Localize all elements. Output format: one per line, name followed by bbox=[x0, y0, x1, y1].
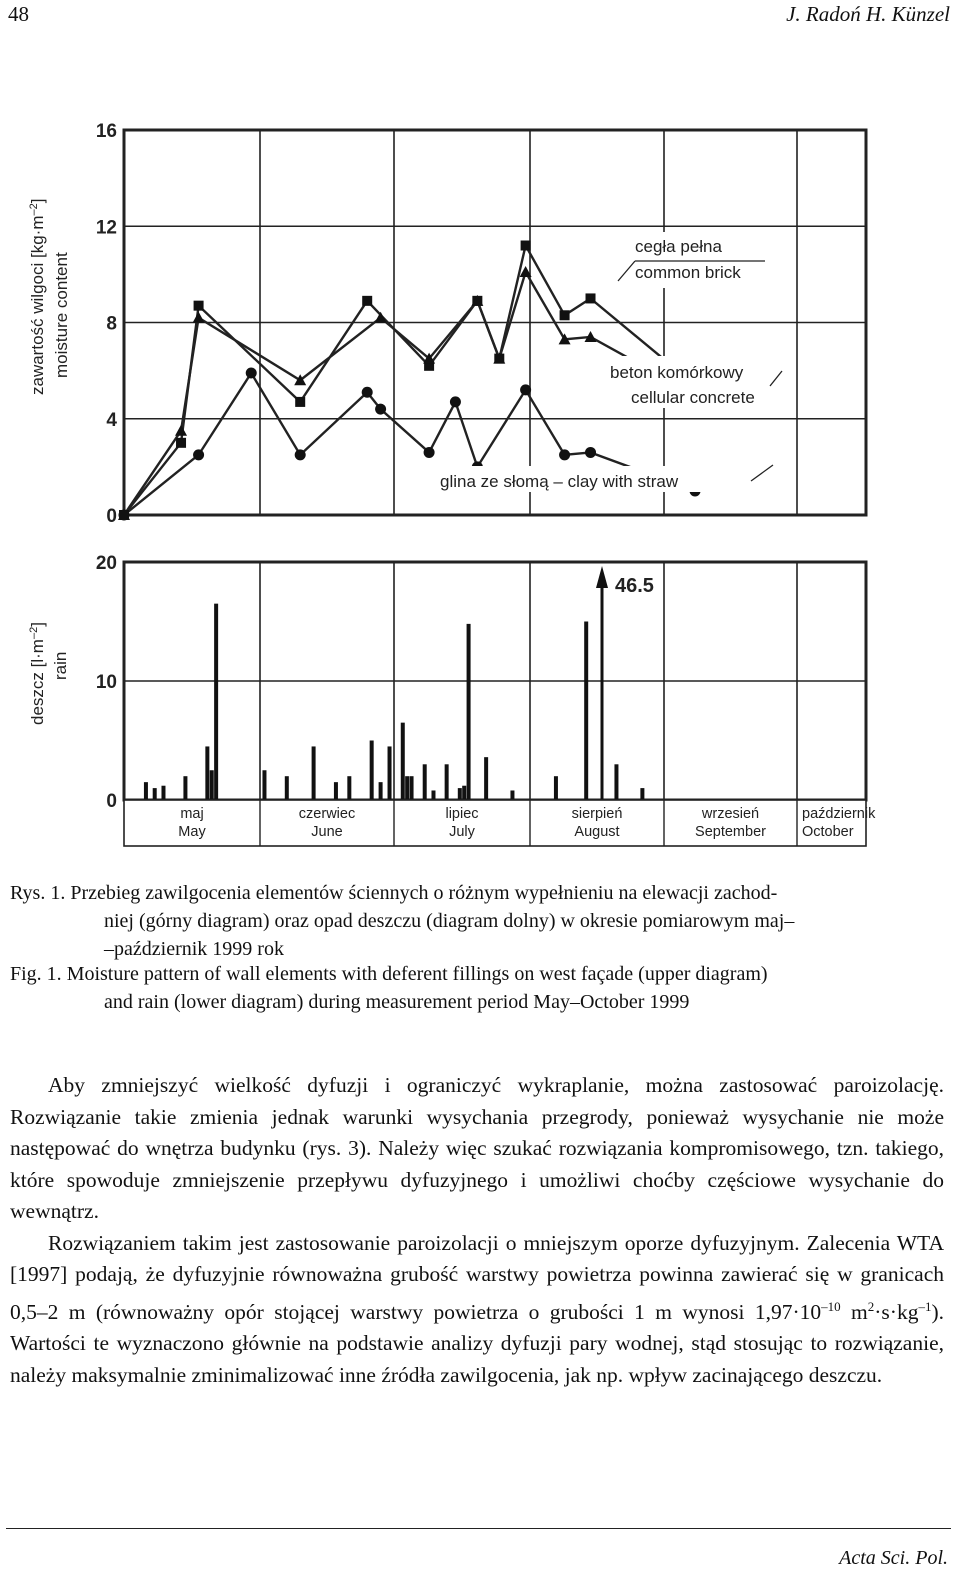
data-point-square bbox=[586, 293, 596, 303]
lower-y-axis-label-en: rain bbox=[51, 651, 70, 680]
data-point-circle bbox=[375, 404, 386, 415]
label-concrete-en: cellular concrete bbox=[631, 388, 755, 407]
data-point-circle bbox=[450, 396, 461, 407]
rain-bar bbox=[379, 782, 383, 800]
rain-bar bbox=[554, 776, 558, 800]
rain-bar bbox=[161, 786, 165, 800]
rain-bar bbox=[285, 776, 289, 800]
caption-pl-label: Rys. 1. bbox=[10, 882, 66, 904]
label-brick-pl: cegła pełna bbox=[635, 237, 722, 256]
rain-bar bbox=[205, 746, 209, 800]
moisture-rain-figure bbox=[0, 110, 960, 865]
data-point-square bbox=[295, 397, 305, 407]
data-point-square bbox=[194, 301, 204, 311]
month-label-pl: maj bbox=[180, 806, 204, 822]
label-clay-leader bbox=[751, 465, 773, 481]
rain-bar bbox=[210, 770, 214, 800]
caption-pl-line3: –październik 1999 rok bbox=[104, 938, 284, 960]
lower-y-tick-label: 20 bbox=[95, 553, 117, 574]
month-label-en: September bbox=[695, 824, 766, 840]
label-concrete-pl: beton komórkowy bbox=[610, 363, 744, 382]
rain-bar bbox=[431, 790, 435, 800]
caption-pl-line1: Przebieg zawilgocenia elementów ściennych o różnym wypełnieniu na elewacji zachod- bbox=[70, 882, 778, 904]
month-label-pl: wrzesień bbox=[701, 806, 760, 822]
caption-pl-line2: niej (górny diagram) oraz opad deszczu (diagram dolny) w okresie pomiarowym maj– bbox=[104, 910, 795, 932]
rain-bar bbox=[584, 622, 588, 801]
data-point-circle bbox=[585, 447, 596, 458]
rain-bar bbox=[445, 764, 449, 800]
upper-y-axis-label-en: moisture content bbox=[52, 252, 71, 378]
rain-bar bbox=[640, 788, 644, 800]
rain-bar bbox=[484, 757, 488, 800]
data-point-square bbox=[362, 296, 372, 306]
rain-bar bbox=[510, 790, 514, 800]
rain-bar bbox=[334, 782, 338, 800]
lower-chart bbox=[28, 553, 876, 846]
data-point-circle bbox=[119, 510, 130, 521]
data-point-square bbox=[560, 310, 570, 320]
upper-y-axis-label: zawartość wilgoci $[kg\cdot m^{-2}]$ bbox=[28, 198, 47, 395]
caption-english bbox=[10, 960, 945, 1016]
data-point-triangle bbox=[175, 425, 187, 436]
rain-bar bbox=[467, 624, 471, 800]
month-label-pl: czerwiec bbox=[298, 806, 356, 822]
label-brick-en: common brick bbox=[635, 263, 741, 282]
upper-y-tick-label: 4 bbox=[106, 409, 117, 431]
lower-y-tick-label: 0 bbox=[106, 791, 117, 812]
data-point-circle bbox=[559, 449, 570, 460]
footer-rule bbox=[6, 1528, 951, 1529]
rain-peak-label: 46.5 bbox=[615, 575, 654, 597]
data-point-circle bbox=[246, 368, 257, 379]
rain-bar bbox=[614, 764, 618, 800]
rain-bar bbox=[347, 776, 351, 800]
upper-y-tick-label: 0 bbox=[106, 506, 117, 527]
rain-bar bbox=[262, 770, 266, 800]
data-point-circle bbox=[193, 449, 204, 460]
label-clay: glina ze słomą – clay with straw bbox=[440, 472, 679, 491]
lower-y-tick-label: 10 bbox=[95, 672, 117, 693]
rain-bar bbox=[458, 788, 462, 800]
rain-bar bbox=[370, 741, 374, 801]
month-label-pl: lipiec bbox=[445, 806, 479, 822]
data-point-square bbox=[521, 241, 531, 251]
data-point-circle bbox=[295, 449, 306, 460]
month-label-pl: sierpień bbox=[571, 806, 623, 822]
paragraph-2: Rozwiązaniem takim jest zastosowanie paroizolacji o mniejszym oporze dyfuzyjnym. Zalecenia WTA [1997] podają, że dyfuzyjnie równoważna grubość warstwy powietrza powinna zawierać się w granicach 0,5–2 m (równoważny opór stojącej warstwy powietrza o grubości 1 m wynosi $1,97\cdot 10^{-10}$ $m^2\cdot s\cdot kg^{-1}$). Wartości te wyznaczono głównie na podstawie analizy dyfuzji pary wodnej, stąd stosując to rozwiązanie, należy maksymalnie zminimalizować inne źródła zawilgocenia, jak np. wpływ zacinającego deszczu. bbox=[10, 1230, 944, 1387]
paragraph-1: Aby zmniejszyć wielkość dyfuzji i ograniczyć wykraplanie, można zastosować paroizolację. Rozwiązanie takie zmienia jednak warunki wysychania przegrody, ponieważ wysychanie nie może następować do wnętrza budynku (rys. 3). Należy więc szukać rozwiązania kompromisowego, tzn. takiego, które spowoduje zmniejszenie przepływu dyfuzyjnego i umożliwi choćby częściowe wysychanie do wewnątrz. bbox=[10, 1073, 944, 1223]
upper-y-tick-label: 8 bbox=[106, 313, 117, 335]
month-label-en: October bbox=[802, 824, 854, 840]
data-point-circle bbox=[520, 384, 531, 395]
month-label-pl: październik bbox=[802, 806, 876, 822]
month-label-en: May bbox=[178, 824, 206, 840]
month-label-en: June bbox=[311, 824, 343, 840]
rain-peak-arrowhead bbox=[596, 566, 608, 588]
caption-polish bbox=[10, 879, 945, 963]
month-label-en: July bbox=[449, 824, 475, 840]
rain-bar bbox=[144, 782, 148, 800]
rain-bar bbox=[388, 746, 392, 800]
upper-y-tick-label: 16 bbox=[95, 121, 117, 142]
rain-bar bbox=[405, 776, 409, 800]
data-point-triangle bbox=[193, 312, 205, 323]
running-head-authors: J. Radoń H. Künzel bbox=[786, 2, 950, 26]
rain-bar bbox=[214, 604, 218, 800]
data-point-circle bbox=[362, 387, 373, 398]
rain-bar bbox=[183, 776, 187, 800]
body-text bbox=[10, 1070, 944, 1391]
rain-bar bbox=[462, 786, 466, 800]
lower-y-axis-label: deszcz $[l\cdot m^{-2}]$ bbox=[28, 622, 47, 725]
rain-bar bbox=[410, 776, 414, 800]
upper-y-tick-label: 12 bbox=[95, 217, 117, 239]
upper-chart bbox=[28, 121, 866, 527]
caption-en-label: Fig. 1. bbox=[10, 963, 62, 985]
month-label-en: August bbox=[574, 824, 620, 840]
rain-bar bbox=[401, 723, 405, 800]
journal-name: Acta Sci. Pol. bbox=[839, 1547, 948, 1569]
caption-en-line2: and rain (lower diagram) during measurement period May–October 1999 bbox=[104, 991, 690, 1013]
caption-en-line1: Moisture pattern of wall elements with deferent fillings on west façade (upper diagram) bbox=[66, 963, 768, 985]
rain-bar bbox=[312, 746, 316, 800]
rain-bar bbox=[423, 764, 427, 800]
data-point-triangle bbox=[375, 312, 387, 323]
page-number: 48 bbox=[8, 2, 29, 26]
data-point-square bbox=[176, 438, 186, 448]
rain-bar bbox=[153, 788, 157, 800]
data-point-circle bbox=[424, 447, 435, 458]
